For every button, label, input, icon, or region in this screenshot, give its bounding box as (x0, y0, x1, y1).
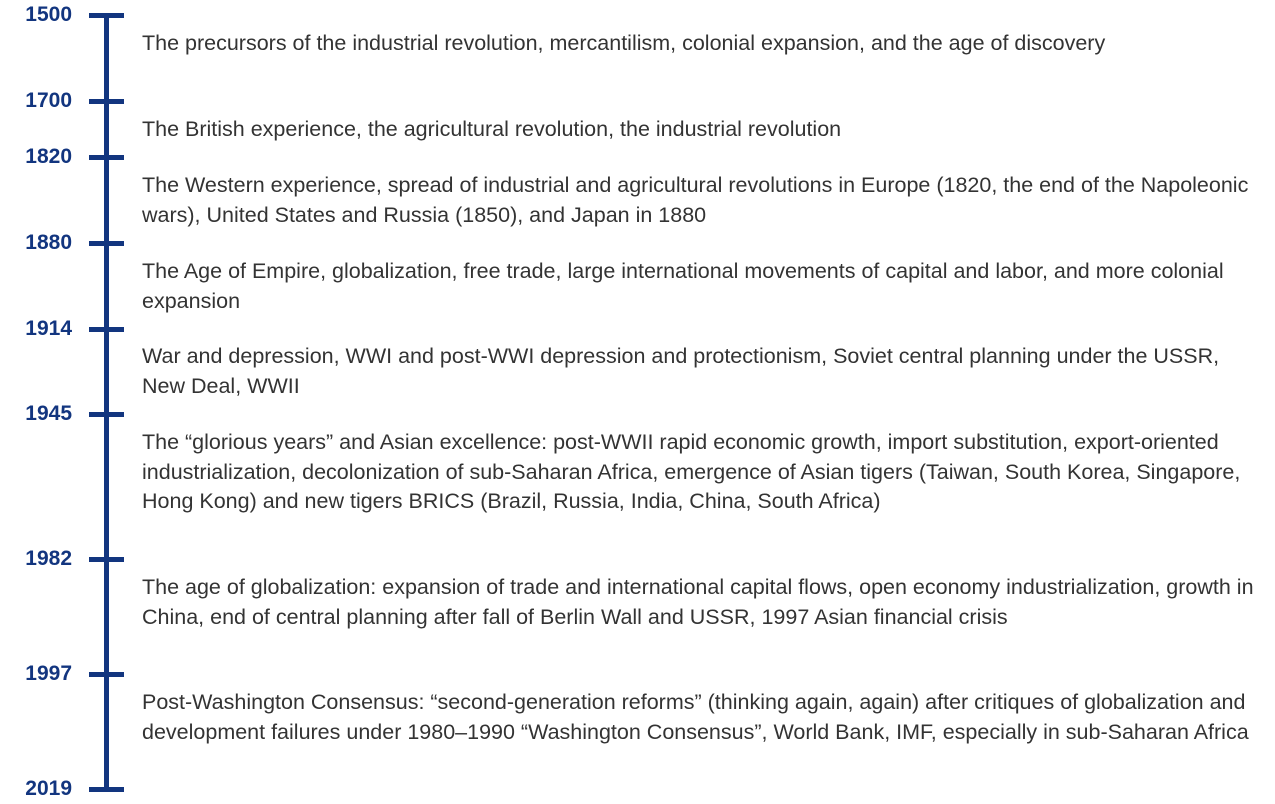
tick-1945 (89, 412, 124, 417)
period-description-1914-1945: War and depression, WWI and post-WWI depression and protectionism, Soviet central planning under the USSR, New Deal, WWII (142, 344, 1220, 398)
year-label-1500: 1500 (25, 3, 72, 26)
period-description-1820-1880: The Western experience, spread of industrial and agricultural revolutions in Europe (1820, the end of the Napoleonic wars), United States and Russia (1850), and Japan in 1880 (142, 173, 1249, 227)
tick-1500 (89, 13, 124, 18)
year-label-1700: 1700 (25, 89, 72, 112)
period-description-1880-1914: The Age of Empire, globalization, free trade, large international movements of capital and labor, and more colonial expansion (142, 259, 1224, 313)
tick-1997 (89, 672, 124, 677)
tick-1914 (89, 327, 124, 332)
year-label-1982: 1982 (25, 547, 72, 570)
year-label-1914: 1914 (25, 317, 72, 340)
tick-1700 (89, 99, 124, 104)
tick-1820 (89, 155, 124, 160)
period-description-1982-1997: The age of globalization: expansion of trade and international capital flows, open economy industrialization, growth in China, end of central planning after fall of Berlin Wall and USSR, 1997 Asian financial crisis (142, 575, 1254, 629)
year-label-1997: 1997 (25, 662, 72, 685)
tick-1880 (89, 241, 124, 246)
period-description-1945-1982: The “glorious years” and Asian excellence: post-WWII rapid economic growth, import substitution, export-oriented industrialization, decolonization of sub-Saharan Africa, emergence of Asian tigers (Taiwan, South Korea, Singapore, Hong Kong) and new tigers BRICS (Brazil, Russia, India, China, South Africa) (142, 430, 1241, 513)
period-description-1997-2019: Post-Washington Consensus: “second-generation reforms” (thinking again, again) after critiques of globalization and development failures under 1980–1990 “Washington Consensus”, World Bank, IMF, especially in sub-Saharan Africa (142, 690, 1249, 744)
year-label-1820: 1820 (25, 145, 72, 168)
year-label-1945: 1945 (25, 402, 72, 425)
tick-1982 (89, 557, 124, 562)
period-description-1500-1700: The precursors of the industrial revolution, mercantilism, colonial expansion, and the age of discovery (142, 31, 1106, 55)
tick-2019 (89, 787, 124, 792)
period-description-1700-1820: The British experience, the agricultural revolution, the industrial revolution (142, 117, 842, 141)
year-label-2019: 2019 (25, 777, 72, 800)
year-label-1880: 1880 (25, 231, 72, 254)
